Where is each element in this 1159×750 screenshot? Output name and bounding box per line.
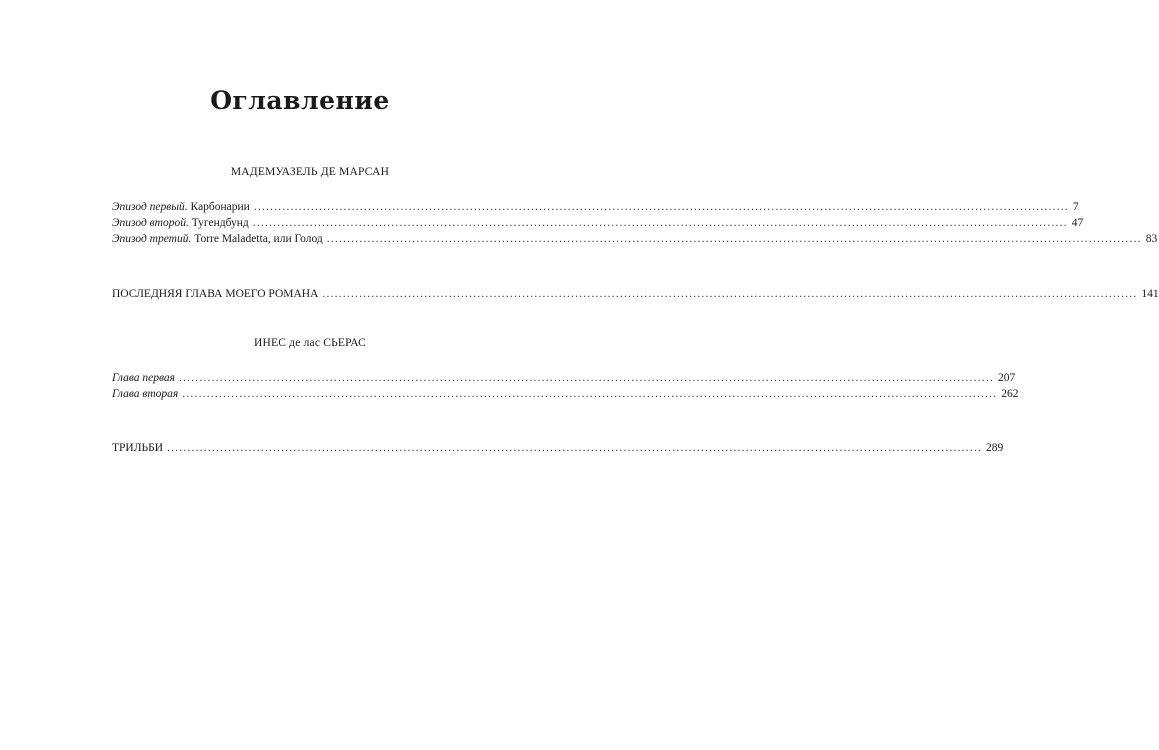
toc-entry[interactable]: [112, 217, 1084, 233]
toc-entry-label: ТРИЛЬБИ: [112, 442, 164, 454]
toc-page-number: 289: [986, 442, 1004, 454]
toc-entry[interactable]: [112, 201, 1079, 217]
toc-entry[interactable]: [112, 372, 1016, 388]
toc-leader-dots: ........................................................................................................................................................................................................: [179, 372, 994, 384]
section-heading-ines: ИНЕС де лас СЬЕРАС: [253, 337, 367, 349]
toc-entry-label: Глава вторая: [112, 388, 179, 400]
toc-page-number: 141: [1141, 288, 1159, 300]
page-title: Оглавление: [210, 86, 390, 115]
section-heading-marsan: МАДЕМУАЗЕЛЬ ДЕ МАРСАН: [230, 166, 390, 178]
toc-entry-label: ПОСЛЕДНЯЯ ГЛАВА МОЕГО РОМАНА: [112, 288, 319, 300]
toc-leader-dots: ........................................................................................................................................................................................................: [326, 233, 1142, 245]
toc-leader-dots: ........................................................................................................................................................................................................: [167, 442, 983, 454]
toc-entry-label: Эпизод третий. Torre Maladetta, или Голод: [112, 233, 323, 245]
toc-page-number: 47: [1071, 217, 1084, 229]
toc-entry[interactable]: [112, 388, 1019, 404]
toc-entry-label: Эпизод первый. Карбонарии: [112, 201, 250, 213]
toc-leader-dots: ........................................................................................................................................................................................................: [252, 217, 1068, 229]
toc-page-number: 83: [1145, 233, 1158, 245]
toc-entry[interactable]: [112, 233, 1158, 249]
toc-entry-label: Глава первая: [112, 372, 175, 384]
toc-entry[interactable]: [112, 288, 1159, 304]
toc-page-number: 262: [1001, 388, 1019, 400]
toc-page-number: 7: [1072, 201, 1079, 213]
toc-page-number: 207: [998, 372, 1016, 384]
toc-leader-dots: ........................................................................................................................................................................................................: [322, 288, 1138, 300]
toc-entry-label: Эпизод второй. Тугендбунд: [112, 217, 249, 229]
toc-leader-dots: ........................................................................................................................................................................................................: [253, 201, 1069, 213]
toc-entry[interactable]: [112, 442, 1004, 458]
toc-leader-dots: ........................................................................................................................................................................................................: [182, 388, 998, 400]
